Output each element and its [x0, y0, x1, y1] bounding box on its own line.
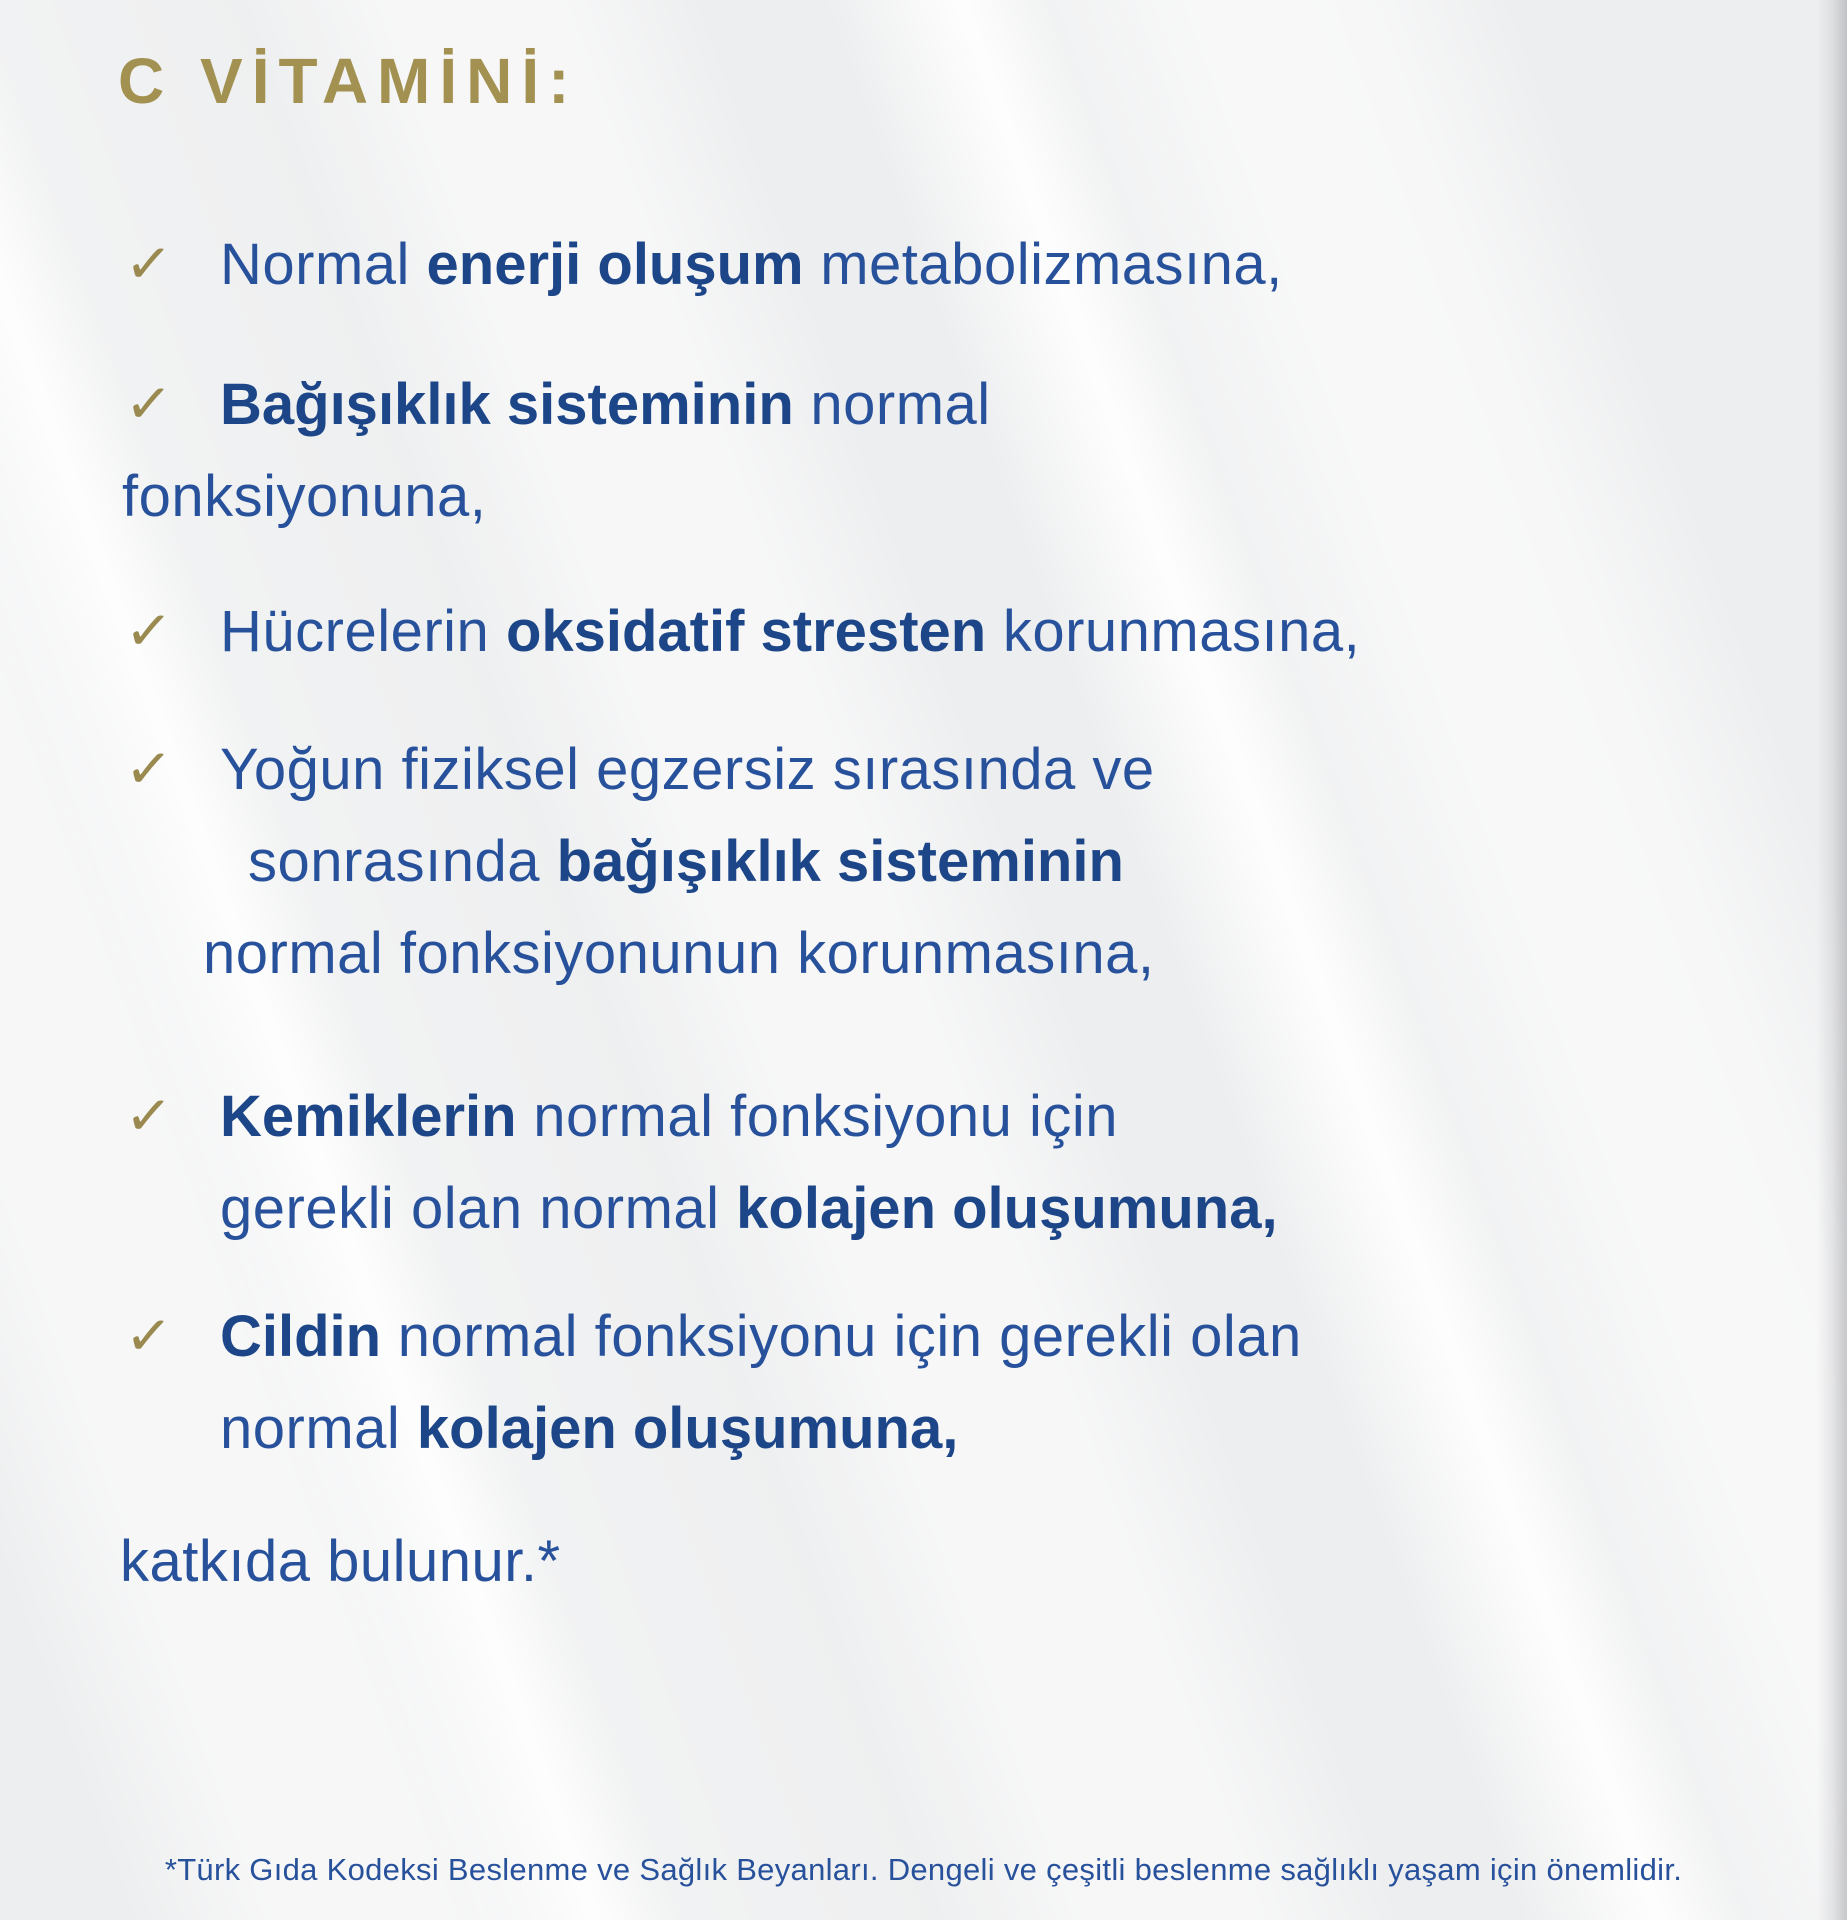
benefit-item [120, 359, 1787, 543]
benefit-item [120, 1291, 1787, 1475]
benefit-line [220, 1383, 1787, 1475]
check-icon: ✓ [123, 597, 175, 664]
check-icon: ✓ [123, 1302, 175, 1369]
benefit-line [120, 586, 1787, 678]
benefit-line [120, 219, 1787, 311]
benefit-text: fonksiyonuna, [122, 464, 487, 529]
benefit-text: normal fonksiyonu için [516, 1084, 1119, 1149]
benefit-line [120, 724, 1787, 816]
benefit-text: sonrasında [248, 829, 557, 894]
benefit-line [220, 1163, 1787, 1255]
check-icon: ✓ [123, 370, 175, 437]
benefit-text-bold: bağışıklık sisteminin [556, 829, 1124, 894]
benefit-text-bold: Bağışıklık sisteminin [220, 372, 794, 437]
benefit-text: Yoğun fiziksel egzersiz sırasında ve [220, 737, 1155, 802]
page-title: C VİTAMİNİ: [118, 45, 579, 117]
benefit-item [120, 1071, 1787, 1255]
benefit-line [120, 359, 1787, 451]
benefit-text: Hücrelerin [220, 599, 506, 664]
check-icon: ✓ [123, 1082, 175, 1149]
closing-text: katkıda bulunur.* [120, 1529, 561, 1594]
benefit-line [120, 1291, 1787, 1383]
benefit-text-bold: kolajen oluşumuna, [416, 1396, 959, 1461]
benefit-text: korunmasına, [986, 599, 1361, 664]
benefit-text-bold: oksidatif stresten [505, 599, 987, 664]
benefit-text-bold: enerji oluşum [426, 232, 804, 297]
benefit-item [120, 219, 1787, 311]
benefit-text: gerekli olan normal [220, 1176, 737, 1241]
benefit-text: normal fonksiyonunun korunmasına, [203, 921, 1155, 986]
benefit-line [248, 816, 1787, 908]
benefit-text: normal [793, 372, 991, 437]
check-icon: ✓ [123, 735, 175, 802]
check-icon: ✓ [123, 230, 175, 297]
benefit-text: normal [220, 1396, 417, 1461]
benefit-text: normal fonksiyonu için gerekli olan [381, 1304, 1302, 1369]
benefit-text-bold: kolajen oluşumuna, [736, 1176, 1278, 1241]
benefit-text-bold: Kemiklerin [220, 1084, 517, 1149]
benefit-text: Normal [220, 232, 427, 297]
benefit-line [120, 1071, 1787, 1163]
benefit-text: metabolizmasına, [803, 232, 1283, 297]
benefit-item [120, 724, 1787, 1000]
footnote-text: *Türk Gıda Kodeksi Beslenme ve Sağlık Beyanları. Dengeli ve çeşitli beslenme sağlıklı yaşam için önemlidir. [164, 1852, 1683, 1887]
benefit-item [120, 586, 1787, 678]
benefit-line [122, 451, 1787, 543]
benefit-text-bold: Cildin [220, 1304, 382, 1369]
benefit-line [203, 908, 1787, 1000]
